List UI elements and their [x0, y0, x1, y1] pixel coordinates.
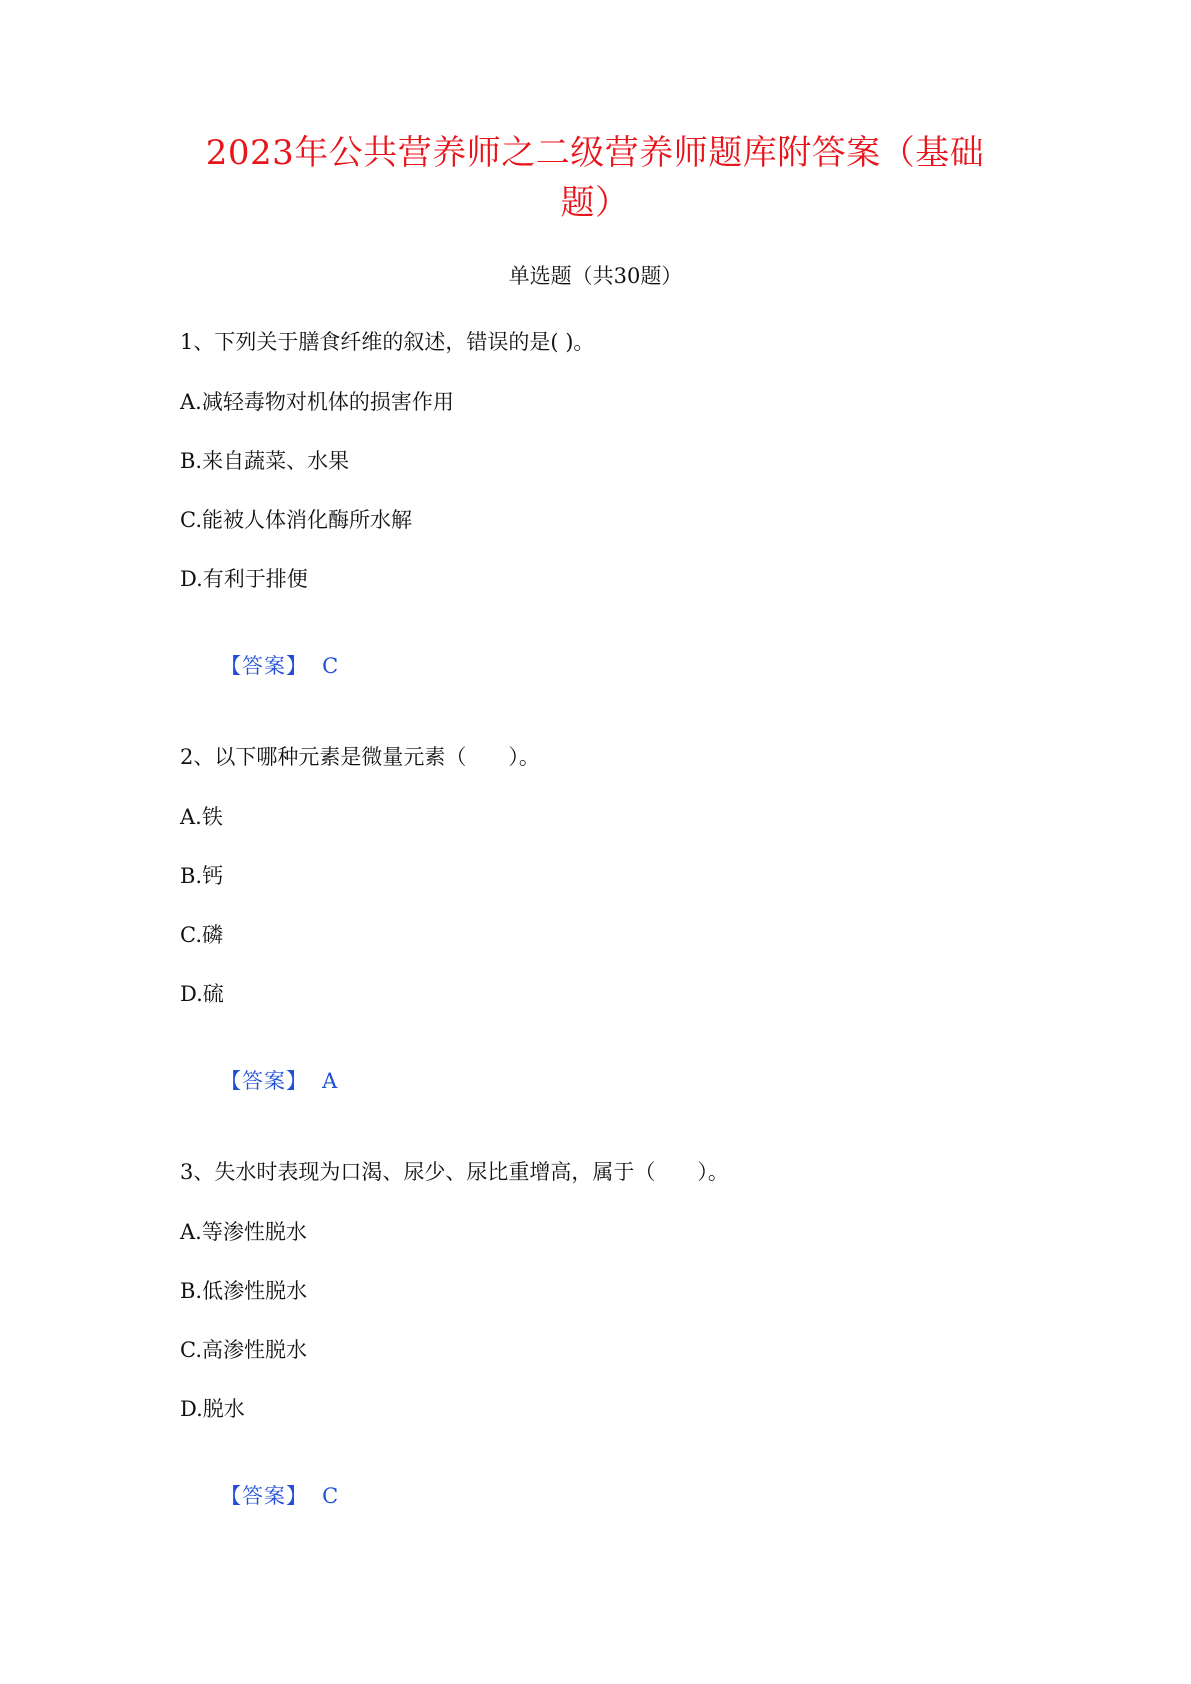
question-stem: 1、下列关于膳食纤维的叙述，错误的是( )。 [180, 330, 595, 354]
answer-value: C [322, 654, 339, 678]
question-stem: 3、失水时表现为口渴、尿少、尿比重增高，属于（ ）。 [180, 1160, 729, 1184]
option-c: C.磷 [180, 923, 223, 947]
option-a: A.等渗性脱水 [180, 1220, 307, 1244]
question-3 [180, 1158, 1080, 1538]
option-d: D.有利于排便 [180, 567, 308, 591]
answer-line [180, 624, 1080, 708]
option-d: D.硫 [180, 982, 224, 1006]
answer-tag: 【答案】 [220, 654, 309, 678]
option-a: A.减轻毒物对机体的损害作用 [180, 390, 454, 414]
answer-value: C [322, 1484, 339, 1508]
option-a: A.铁 [180, 805, 223, 829]
option-b: B.低渗性脱水 [180, 1279, 308, 1303]
question-2 [180, 743, 1080, 1123]
document-title: 2023年公共营养师之二级营养师题库附答案（基础题） [205, 133, 985, 223]
answer-line [180, 1039, 1080, 1123]
option-b: B.来自蔬菜、水果 [180, 449, 350, 473]
answer-line [180, 1454, 1080, 1538]
option-c: C.能被人体消化酶所水解 [180, 508, 412, 532]
answer-tag: 【答案】 [220, 1069, 309, 1093]
question-1 [180, 328, 1080, 708]
option-c: C.高渗性脱水 [180, 1338, 307, 1362]
question-stem: 2、以下哪种元素是微量元素（ ）。 [180, 745, 540, 769]
section-heading: 单选题（共30题） [508, 264, 683, 288]
answer-tag: 【答案】 [220, 1484, 309, 1508]
option-d: D.脱水 [180, 1397, 245, 1421]
answer-value: A [322, 1069, 338, 1093]
option-b: B.钙 [180, 864, 224, 888]
